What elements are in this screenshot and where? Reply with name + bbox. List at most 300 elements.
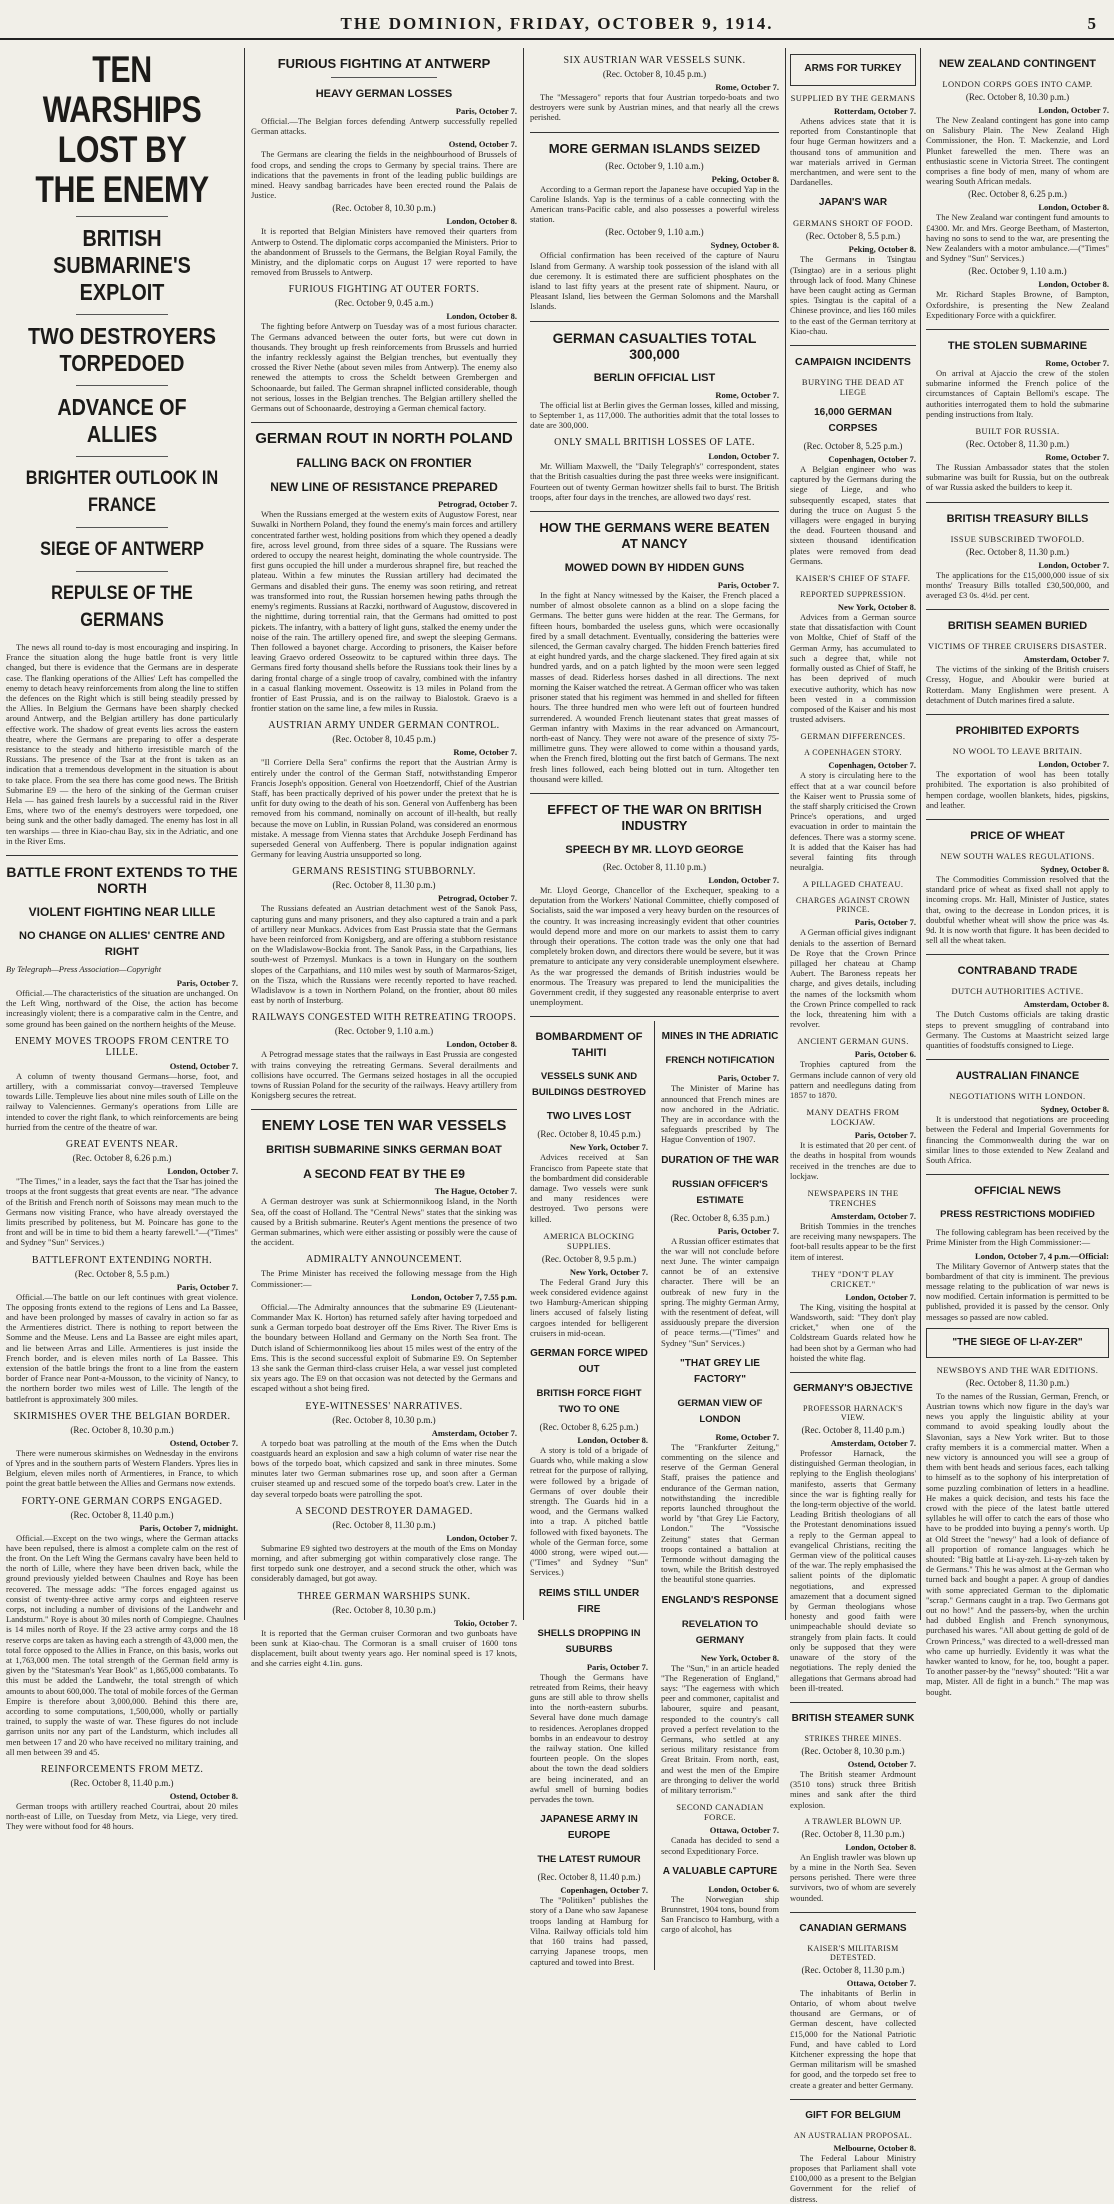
section-heading: FURIOUS FIGHTING AT OUTER FORTS. <box>288 284 480 296</box>
dateline: Rotterdam, October 7. <box>834 106 916 116</box>
dateline: London, October 7. <box>1038 105 1109 115</box>
divider <box>926 1059 1109 1060</box>
article-text: Mr. William Maxwell, the "Daily Telegraph's" correspondent, states that the British casualties during the past three weeks were insignificant. Fourteen out of twenty German howitzer shells fail to burst. The British troops, after four days in the trenches, are allowed two days' rest. <box>530 461 779 502</box>
dateline: Paris, October 7. <box>717 580 779 591</box>
headline: ADVANCE OF ALLIES <box>57 394 187 447</box>
article-text: Official confirmation has been received of the capture of Nauru Island from Germany. A warship took possession of the island with all due ceremony. It is estimated there are sufficient phosphates on the island to last fifty years at the present rate of shipment. Nauru, or Pleasant Island, lies between the German Solomons and the Marshall Islands. <box>530 250 779 312</box>
subheadline: BRITISH FORCE FIGHT TWO TO ONE <box>536 1388 642 1415</box>
dateline: Peking, October 8. <box>848 244 916 255</box>
section-heading: A SECOND DESTROYER DAMAGED. <box>295 1505 473 1517</box>
dateline: Melbourne, October 8. <box>833 2142 916 2153</box>
article-text: The inhabitants of Berlin in Ontario, of whom about twelve thousand are Germans, or of German descent, have collected £15,000 for the National Patriotic Fund, and have cabled to Lord Kitchener expressing the hope that German militarism will be smashed for good, and the torpedo set free to create a greater and better Germany. <box>790 1987 916 2090</box>
received-line: (Rec. October 8, 9.5 p.m.) <box>541 1253 637 1264</box>
subheadline: REVELATION TO GERMANY <box>681 1618 759 1646</box>
section-heading: ANCIENT GERMAN GUNS. <box>797 1036 909 1047</box>
dateline: Rome, October 7. <box>1045 452 1109 463</box>
received-line: (Rec. October 8, 10.30 p.m.) <box>70 1424 174 1435</box>
dateline: Paris, October 7. <box>717 1073 780 1084</box>
subheadline: NO CHANGE ON ALLIES' CENTRE AND RIGHT <box>19 930 225 959</box>
divider <box>76 385 169 386</box>
article-text: A column of twenty thousand Germans—horse, foot, and artillery, with a commissariat convoy—traversed Templeuve towards Lille. Templeuve lies about nine miles south of Lille on the railway to Valenciennes. Germany's operations from Lille are intended to cover the right flank, to which reinforcements are being hurried from the centre of the theatre of war. <box>6 1070 238 1132</box>
section-heading: CHARGES AGAINST CROWN PRINCE. <box>795 896 911 915</box>
dateline: Tokio, October 7. <box>454 1617 517 1628</box>
section-heading: REPORTED SUPPRESSION. <box>800 590 906 600</box>
section-heading: KAISER'S CHIEF OF STAFF. <box>795 573 911 584</box>
received-line: (Rec. October 8, 11.40 p.m.) <box>70 1778 174 1789</box>
section-heading: FORTY-ONE GERMAN CORPS ENGAGED. <box>21 1495 223 1507</box>
dateline: London, October 7, 4 p.m.—Official: <box>975 1250 1109 1261</box>
dateline: Petrograd, October 7. <box>438 499 517 510</box>
dateline: Amsterdam, October 8. <box>1023 999 1109 1010</box>
section-heading: GERMAN DIFFERENCES. <box>800 731 906 742</box>
article-text: Official.—Except on the two wings, where the German attacks have been repulsed, there is almost a complete calm on the rest of the front. On the Left Wing the Germans cavalry have been held to the north of Lille, where they have been driven back, while the ground previously yielded between Chaulnes and Roye has been recovered. The message adds: "The forces engaged against us consist of twenty-three active army corps and eighteen reserve corps, not including a number of divisions of the Landwehr and Landsturm." Roye is about 30 miles north of Compiegne. Chaulnes is 14 miles north of Roye. If the 23 active army corps and the 18 reserve corps are taken as having each a strength of 43,000 men, the total force opposed to the Allies in France, on this basis, works out at 1,763,000 men. The total strength of the German field army is given by the "Statesman's Year Book" as 1,865,000 combatants. To this must be added the Landwehr, the total strength of which amounts to about 600,000. The total of mobile forces of the German Empire is therefore about 3,000,000. Behind this there are, according to some computations, 1,500,000, wholly or partially trained, to supply the waste of war. These figures do not include garrison units nor any part of the Landsturm, which includes all men between 17 and 20 who have received no military training, and all men between 39 and 45. <box>6 1532 238 1757</box>
headline: DURATION OF THE WAR <box>661 1154 779 1166</box>
article-text: The Military Governor of Antwerp states that the bombardment of that city is imminent. The previous message relating to the publication of war news is now modified. Certain information is permitted to be published, provided it is passed by the censor. Only messages so passed are now cabled. <box>926 1260 1109 1322</box>
headline: BRITISH TREASURY BILLS <box>946 512 1089 525</box>
dateline: Ostend, October 7. <box>847 1758 916 1769</box>
section-heading: EYE-WITNESSES' NARRATIVES. <box>305 1400 463 1412</box>
headline: PRICE OF WHEAT <box>970 829 1065 842</box>
received-line: (Rec. October 8, 6.25 p.m.) <box>539 1422 639 1432</box>
divider <box>926 609 1109 610</box>
received-line: (Rec. October 8, 10.30 p.m.) <box>332 1604 436 1615</box>
dateline: London, October 7. <box>708 451 779 462</box>
column-5 <box>921 48 1114 1697</box>
headline: BRITISH SUBMARINE'S EXPLOIT <box>53 225 191 305</box>
section-heading: ONLY SMALL BRITISH LOSSES OF LATE. <box>554 437 755 449</box>
section-heading: BATTLEFRONT EXTENDING NORTH. <box>31 1254 213 1266</box>
article-text: The "Politiken" publishes the story of a Dane who saw Japanese troops landing at Hamburg for Vilna. Railway officials told him that 160 trains had passed, carrying Japanese troops, men captured and towed into Brest. <box>530 1895 649 1967</box>
divider <box>790 1912 916 1913</box>
headline: OFFICIAL NEWS <box>974 1185 1061 1198</box>
dateline: London, October 8. <box>446 1039 517 1050</box>
article-text: Official.—The Admiralty announces that the submarine E9 (Lieutenant-Commander Max K. Horton) has returned safely after having torpedoed and sunk a German torpedo boat destroyer off the Ems River. The River Ems is the boundary between Holland and Germany on the North Sea front. The Dutch island of Schiermonnikoog lies about 15 miles west of the entry of the Ems. This is the second successful exploit of Submarine E9. On September 13 she sank the German third-class cruiser Hela, a war vessel just completed six years ago. The E9 on that occasion was not detected by the Germans and escaped without a shot being fired. <box>251 1301 517 1394</box>
subheadline: MOWED DOWN BY HIDDEN GUNS <box>564 562 745 575</box>
dateline: Ostend, October 7. <box>169 1060 238 1071</box>
headline: NEW ZEALAND CONTINGENT <box>938 58 1097 70</box>
subheadline: HEAVY GERMAN LOSSES <box>315 88 453 100</box>
dateline: London, October 7, 7.55 p.m. <box>411 1291 517 1302</box>
article-text: When the Russians emerged at the western exits of Augustow Forest, near Suwalki in Northern Poland, they found the enemy's main forces and artillery concentrated farther west, holding positions from which they opened a deadly fire, across level ground, from three sides of a square. The Russians were ordered to occupy the nearest height, dominating the whole countryside. The first guns occupied the hill under a murderous shrapnel fire, but reached the plateau. Within a few minutes the Russian artillery had decimated the Germans and disabled their guns. The enemy was soon retiring, and retreat was transformed into rout, the Russian horsemen hewing paths through the enemy's regiments. Russians at Raczki, northward of Augustow, discovered in the nighttime, during torrential rain, that the Germans had omitted to post pickets. The infantry, with a battery of light guns, stalked the enemy under the noise of the rain. The artillery opened fire, and swept the sleeping Germans. Then followed a bayonet charge. According to prisoners, the Kaiser before leaving Graevo ordered Osseowitz to be captured within three days. The Germans fired forty thousand shells before the Russians took their lines by a daring frontal charge of a single troop of cavalry, combined with the infantry in a casual flanking movement. Osseowitz is 13 miles in Poland from the frontier of East Prussia, and is on the railway to Bialostok. Graevo is a frontier station on the same line, a few miles in Russia. <box>251 509 517 714</box>
divider <box>926 819 1109 820</box>
byline: By Telegraph—Press Association—Copyright <box>6 964 162 975</box>
received-line: (Rec. October 8, 10.30 p.m.) <box>332 1414 436 1425</box>
article-text: Submarine E9 sighted two destroyers at the mouth of the Ems on Monday morning, and after submerging got within comparatively close range. The first torpedo sunk one destroyer, and a second struck the other, which was considerably damaged, but got away. <box>251 1542 517 1584</box>
dateline: Copenhagen, October 7. <box>828 454 916 465</box>
dateline: London, October 8. <box>845 1841 916 1852</box>
article-text: The Prime Minister has received the following message from the High Commissioner:— <box>251 1268 517 1289</box>
section-heading: ENEMY MOVES TROOPS FROM CENTRE TO LILLE. <box>14 1035 230 1058</box>
article-text: Official.—The characteristics of the situation are unchanged. On the Left Wing, northward of the Oise, the action has become increasingly violent; there is a comparative calm in the Centre, and some ground has been gained on the northern heights of the Meuse. <box>6 988 238 1029</box>
received-line: (Rec. October 8, 11.40 p.m.) <box>801 1425 905 1436</box>
divider <box>790 345 916 346</box>
subcolumn-rule <box>654 1021 655 1969</box>
received-line: (Rec. October 8, 11.30 p.m.) <box>966 546 1069 557</box>
divider <box>76 216 169 217</box>
article-text: Professor Harnack, the distinguished German theologian, in replying to the English theologians' manifesto, asserts that Germany since the war is fighting really for the long-term objective of the world. Leading British theologians of all the Protestant denominations issued a reply to the German appeal to evangelical Christians, reciting the German view of the political causes of the war. The reply emphasised the salient points of the diplomatic negotiations, and expressed amazement that a document signed by German theologians whose honesty and good faith were unimpeachable should deviate so strangely from plain facts. It could only be supposed that they were unaware of the story of the negotiations. The reply denied the allegations that Germans abroad had been ill-treated. <box>790 1448 916 1693</box>
headline: THE STOLEN SUBMARINE <box>947 340 1088 353</box>
section-heading: BURYING THE DEAD AT LIEGE <box>801 377 905 398</box>
subheadline: SHELLS DROPPING IN SUBURBS <box>537 1627 641 1655</box>
article-text: German troops with artillery reached Courtrai, about 20 miles north-east of Lille, on Tuesday from Metz, via Liege, very tired. They were without food for 48 hours. <box>6 1801 238 1832</box>
section-heading: DUTCH AUTHORITIES ACTIVE. <box>951 986 1084 997</box>
article-text: The Federal Grand Jury this week considered evidence against two Hamburg-American shipping liners accused of falsely listing cargoes intended for belligerent cruisers in mid-ocean. <box>530 1276 649 1338</box>
article-text: There were numerous skirmishes on Wednesday in the environs of Ypres and in the southern parts of Western Flanders. Ypres lies in Belgium, eleven miles north of Armentieres, in France, to which point the great battle between the Allies and Germans now extends. <box>6 1447 238 1489</box>
headline: CONTRABAND TRADE <box>957 965 1078 978</box>
received-line: (Rec. October 8, 6.26 p.m.) <box>72 1153 172 1164</box>
received-line: (Rec. October 8, 10.30 p.m.) <box>965 92 1070 102</box>
subheadline: FRENCH NOTIFICATION <box>665 1055 775 1067</box>
article-text: Though the Germans have retreated from Reims, their heavy guns are still able to throw shells into the north-eastern suburbs. Several have done much damage to residences. Aeroplanes dropped bombs in an endeavour to destroy the railway station. One killed fourteen people. On the slopes about the town the dead soldiers are being incinerated, and an awful smell of burning bodies pervades the town. <box>530 1671 649 1805</box>
article-text: The applications for the £15,000,000 issue of six months' Treasury Bills totalled £30,500,000, and averaged £3 0s. 4½d. per cent. <box>926 569 1109 601</box>
article-text: The Federal Labour Ministry proposes that Parliament shall vote £100,000 as a present to the Belgian Government for the relief of distress. <box>790 2152 916 2204</box>
section-heading: AMERICA BLOCKING SUPPLIES. <box>543 1230 635 1251</box>
section-heading: STRIKES THREE MINES. <box>804 1733 902 1743</box>
article-text: It is reported that the German cruiser Cormoran and two gunboats have been sunk at Kiao-chau. The Cormoran is a small cruiser of 1600 tons displacement, built about twenty years ago. Her nominal speed is 17 knots, and she carries eight 4.1in. guns. <box>251 1627 517 1669</box>
masthead-title: THE DOMINION, FRIDAY, OCTOBER 9, 1914. <box>340 14 774 33</box>
received-line: (Rec. October 8, 5.5 p.m.) <box>74 1268 170 1279</box>
dateline: Peking, October 8. <box>711 173 779 184</box>
received-line: (Rec. October 8, 10.30 p.m.) <box>332 203 436 214</box>
headline: CAMPAIGN INCIDENTS <box>795 356 911 369</box>
article-lead: The news all round to-day is most encouraging and inspiring. In France the situation along the huge battle front is very little changed, but there is evidence that the Germans are in desperate case. The flanking operations of the Allies' Left has compelled the enemy to detach heavy reinforcements from along the line to stiffen the defences on the Right which is still being steadily pressed by the Allies. In Belgium the Germans have been sharply checked around Antwerp, and the Belgian artillery has done particularly effective work. The shadow of great events lies across the eastern theatre, where the Germans are preparing to offer a desperate resistance to the steady and hitherto irresistible march of the Russians. The presence of the Tsar at the front is taken as an indication that a tremendous development in the situation is about to take place. From the sea there has come good news. The British Submarine E9 — the hero of the sinking of the German cruiser Hela — has gained fresh laurels by a successful raid in the River Ems, where two of the enemy's destroyers were torpedoed, one being sunk and the other badly damaged. The enemy has lost in all ten warships — three in Kiao-chau Bay, six in the Adriatic, and one in the River Ems. <box>6 642 238 846</box>
received-line: (Rec. October 8, 11.30 p.m.) <box>801 1828 905 1839</box>
headline: MINES IN THE ADRIATIC <box>661 1031 779 1043</box>
section-heading: AUSTRIAN ARMY UNDER GERMAN CONTROL. <box>268 720 500 732</box>
divider <box>76 456 169 457</box>
received-line: (Rec. October 9, 0.45 a.m.) <box>334 298 434 309</box>
article-text: The following cablegram has been received by the Prime Minister from the High Commissioner:— <box>926 1227 1109 1248</box>
dateline: Sydney, October 8. <box>1040 1104 1109 1115</box>
headline: A VALUABLE CAPTURE <box>662 1865 778 1877</box>
column-3 <box>524 48 785 1967</box>
article-text: A torpedo boat was patrolling at the mouth of the Ems when the Dutch coastguards heard an explosion and saw a high column of water rise near the bows of the torpedo boat, which capsized and sank in three minutes. Some minutes later two German submarines rose up, and soon after a German cruiser steamed up and rescued some of the torpedo boat's crew. Later in the day several torpedo boats were patrolling the spot. <box>251 1437 517 1499</box>
section-heading: A PILLAGED CHATEAU. <box>802 879 904 890</box>
article-text: British Tommies in the trenches are receiving many newspapers. The foot-ball results appear to be the first item of interest. <box>790 1221 916 1262</box>
column-1 <box>0 48 244 1832</box>
headline: ENEMY LOSE TEN WAR VESSELS <box>261 1117 507 1135</box>
received-line: (Rec. October 8, 10.45 p.m.) <box>602 69 707 79</box>
divider <box>926 1174 1109 1175</box>
article-text: It is estimated that 20 per cent. of the deaths in hospital from wounds received in the trenches are due to lockjaw. <box>790 1140 916 1181</box>
dateline: New York, October 8. <box>837 602 916 613</box>
article-text: "Il Corriere Della Sera" confirms the report that the Austrian Army is entirely under the control of the German Staff, notwithstanding Emperor Francis Joseph's opposition. General von Hoetzendorff, Chief of the Austrian Staff, has been practically deprived of his power under the pretext that he is unfit for duty owing to the death of his son. General von Auffenberg has been removed from his command, nominally on account of ill-health, but really because the move on Lublin, in Russian Poland, was considered an enormous mistake. A message from Vienna states that Archduke Joseph Ferdinand has superseded General von Auffenberg. There is popular indignation against Germany for leaving Austria unsupported so long. <box>251 757 517 860</box>
received-line: (Rec. October 8, 5.25 p.m.) <box>803 441 903 452</box>
dateline: Paris, October 6. <box>854 1049 916 1060</box>
article-text: Athens advices state that it is reported from Constantinople that four huge German howitzers and a thousand tons of ammunition and war materials arrived in German merchantmen, and were sent to the Dardanelles. <box>790 116 916 188</box>
dateline: London, October 7. <box>1038 759 1109 770</box>
divider <box>926 954 1109 955</box>
section-heading: THEY "DON'T PLAY CRICKET." <box>811 1268 895 1289</box>
headline: ENGLAND'S RESPONSE <box>661 1594 779 1606</box>
subheadline: TWO LIVES LOST <box>546 1111 632 1123</box>
dateline: Rome, October 7. <box>1045 358 1109 369</box>
article-text: A story is told of a brigade of Guards who, while making a slow retreat for the purpose of rallying, were followed by a brigade of Germans of over double their strength. The Guards hid in a wood, and the Germans walked into a trap. A pitched battle followed with fixed bayonets. The whole of the German force, some 4000 strong, were wiped out.—("Times" and Sydney "Sun" Services.) <box>530 1445 649 1578</box>
dateline: London, October 7. <box>446 1532 517 1543</box>
dateline: London, October 7. <box>708 874 779 885</box>
received-line: (Rec. October 8, 5.5 p.m.) <box>805 231 901 242</box>
subcolumns <box>530 1021 779 1969</box>
headline: SIEGE OF ANTWERP <box>40 539 204 560</box>
dateline: London, October 6. <box>708 1883 780 1894</box>
section-heading: VICTIMS OF THREE CRUISERS DISASTER. <box>928 641 1107 652</box>
section-heading: PROFESSOR HARNACK'S VIEW. <box>803 1404 903 1423</box>
article-text: The "Frankfurter Zeitung," commenting on the silence and reserve of the German General Staff, praises the patience and endurance of the German nation, notwithstanding the incredible reports launched throughout the world by "that Grey Lie Factory, London." The "Vossische Zeitung" states that German troops contained a battalion at Termonde without damaging the town, while the British destroyed the beautiful stone quarries. <box>660 1441 780 1585</box>
article-text: Advices received at San Francisco from Papeete state that the bombardment did considerable damage. Two vessels were sunk and many residences were destroyed. Two persons were killed. <box>530 1152 649 1224</box>
headline: REPULSE OF THE GERMANS <box>51 583 193 631</box>
article-text: The New Zealand contingent has gone into camp on Salisbury Plain. The New Zealand High Commissioner, the Hon. T. Mackenzie, and Lord Plunket farewelled the men. There was an enthusiastic scene in Victoria Street. The contingent comprises a fine body of men, many of whom are wearing South African medals. <box>926 115 1109 187</box>
dateline: Paris, October 7. <box>717 1225 780 1236</box>
dateline: Rome, October 7. <box>453 747 517 758</box>
news-box <box>926 1328 1109 1358</box>
divider <box>331 77 437 78</box>
article-text: Mr. Lloyd George, Chancellor of the Exchequer, speaking to a deputation from the Workers' National Committee, chiefly composed of Socialists, said the war imposed a very heavy burden on the resources of the country. It was increasing increasingly evident that other countries would depend more and more on our markets to assist them to carry through their operations. The cotton trade was the only one that had completely broken down, and directors there would be severe, but it was premature to anticipate any very considerable unemployment elsewhere. As the war progressed the demands of British industries would be enormous. The Treasury was prepared to lend the municipalities the Government credit, if they suggested any reasonable enterprise to avert unemployment. <box>530 884 779 1008</box>
page-number: 5 <box>1087 14 1096 33</box>
subheadline: BRITISH SUBMARINE SINKS GERMAN BOAT <box>266 1144 502 1157</box>
dateline: Copenhagen, October 7. <box>828 760 916 771</box>
section-heading: LONDON CORPS GOES INTO CAMP. <box>942 79 1093 89</box>
dateline: Ottawa, October 7. <box>709 1825 780 1836</box>
divider <box>251 422 517 423</box>
headline: GERMAN CASUALTIES TOTAL 300,000 <box>552 329 757 362</box>
article-text: The New Zealand war contingent fund amounts to £4300. Mr. and Mrs. George Beetham, of Masterton, having no sons to send to the war, are presenting the New Zealanders with a motor ambulance.—("Times" and Sydney "Sun" Services.) <box>926 212 1109 264</box>
subheadline: VIOLENT FIGHTING NEAR LILLE <box>28 905 216 920</box>
divider <box>76 527 169 528</box>
article-text: In the fight at Nancy witnessed by the Kaiser, the French placed a number of almost obsolete cannon as a blind on a slope facing the Germans. The better guns were hidden at the rear. The Germans, for fifteen hours, bombarded the useless guns, which were occasionally fired by a small detachment. Eventually, considering the batteries were silenced, the German cavalry charged. The hidden French batteries fired at eight hundred yards, and the charge slackened. They fired again at six hundred yards, and on a patch lighted by the moon were seen legged masses of dead. Riderless horses dashed in all directions. The next morning the Kaiser watched the retreat. A German officer who was taken prisoner stated that his regiment was hemmed in and shelled for fifteen hours. The three hundred men who were left out of fourteen hundred surrendered. A wounded French lieutenant states that great masses of German infantry with Maxims in the rear advanced on Armancourt, north-east of Nancy. They were not aware of the presence of sixty 75-millimetre guns. They were allowed to come within a thousand yards, when the French fired, blotting out the first batch of Germans. The next fresh lines followed, each being blotted out in turn. Altogether ten thousand were killed. <box>530 590 779 784</box>
article-text: The Norwegian ship Brunnstret, 1904 tons, bound from San Francisco to Hamburg, with a cargo of alcohol, has <box>660 1893 780 1935</box>
headline: GERMANY'S OBJECTIVE <box>793 1383 913 1395</box>
divider <box>530 1016 779 1017</box>
dateline: London, October 8. <box>577 1435 649 1445</box>
column-4 <box>786 48 920 2204</box>
dateline: Ottawa, October 7. <box>846 1977 916 1988</box>
received-line: (Rec. October 8, 11.30 p.m.) <box>332 880 436 891</box>
headline-main: TEN WARSHIPS LOST BY THE ENEMY <box>35 49 209 210</box>
section-heading: BUILT FOR RUSSIA. <box>975 426 1060 437</box>
section-heading: NEWSBOYS AND THE WAR EDITIONS. <box>936 1364 1099 1375</box>
headline: PROHIBITED EXPORTS <box>955 725 1080 738</box>
section-heading: ADMIRALTY ANNOUNCEMENT. <box>305 1254 463 1266</box>
section-heading: ISSUE SUBSCRIBED TWOFOLD. <box>950 533 1085 544</box>
headline: JAPANESE ARMY IN EUROPE <box>540 1814 638 1842</box>
subcolumn-left <box>530 1021 648 1969</box>
article-text: Official.—The battle on our left continues with great violence. The opposing fronts extend to the regions of Lens and La Bassee, and have been prolonged by masses of cavalry in action so far as the Armentieres district. There is nothing to report between the Somme and the Meuse. Lens and La Bassee are eight miles apart, and lie between Arras and Lille. Armentieres is just inside the French border, and is eleven miles north of La Bassee. This extension of the battle brings the front to a line from the eastern border of France near Pont-a-Mousson, to the vicinity of Nancy, to the northern border two miles west of Lille. The length of the battlefront is approximately 300 miles. <box>6 1291 238 1404</box>
article-text: An English trawler was blown up by a mine in the North Sea. Seven persons perished. There were three survivors, two of whom are severely wounded. <box>790 1851 916 1903</box>
dateline: Ostend, October 7. <box>448 139 517 150</box>
headline: GIFT FOR BELGIUM <box>805 2109 901 2121</box>
received-line: (Rec. October 8, 11.40 p.m.) <box>537 1872 641 1883</box>
dateline: London, October 8. <box>1038 279 1109 290</box>
headline: "THAT GREY LIE FACTORY" <box>680 1357 760 1385</box>
divider <box>6 855 238 856</box>
dateline: London, October 7. <box>1038 559 1109 570</box>
headline: "THE SIEGE OF LI-AY-ZER" <box>952 1336 1083 1348</box>
divider <box>76 571 169 572</box>
dateline: Rome, October 7. <box>715 1431 780 1442</box>
article-text: The fighting before Antwerp on Tuesday was of a most furious character. The Germans advanced between the outer forts, but were cut down in thousands. They brought up fresh reinforcements from Brussels and hurried the infantry recklessly against the Belgian trenches, but eventually they crossed the River Nethe (about seven miles from Antwerp). The enemy also renewed the attempts to cross the Scheldt between Grembergen and Schoonaarde, but failed. The German shrapnel inflicted considerable, though not serious, losses in the Belgian trenches. The Belgian artillery shelled the Germans out of Schoonaarde, destroying a German chemical factory. <box>251 321 517 414</box>
dateline: Sydney, October 8. <box>1040 863 1109 874</box>
headline: HOW THE GERMANS WERE BEATEN AT NANCY <box>539 520 770 552</box>
section-heading: NEWSPAPERS IN THE TRENCHES <box>807 1188 899 1208</box>
headline: BRITISH STEAMER SUNK <box>791 1712 915 1724</box>
divider <box>76 314 169 315</box>
article-text: "The Times," in a leader, says the fact that the Tsar has joined the troops at the front suggests that great events are near. "The advance of the British and French north of Soissons may mean much to the Germans now visiting France, who have already overstayed the limits prescribed by politeness, but M. Poincare has gone to the front and will be in time to bid them a hearty farewell."—("Times" and Sydney "Sun" Services.) <box>6 1176 238 1248</box>
article-text: It is understood that negotiations are proceeding between the Federal and Imperial Governments for financing the Commonwealth during the war on similar lines to those extended to New Zealand and South Africa. <box>926 1114 1109 1165</box>
subheadline: RUSSIAN OFFICER'S ESTIMATE <box>672 1178 768 1206</box>
dateline: London, October 7. <box>167 1166 238 1177</box>
section-heading: SKIRMISHES OVER THE BELGIAN BORDER. <box>13 1410 231 1422</box>
subheadline: A SECOND FEAT BY THE E9 <box>303 1167 465 1182</box>
article-text: Trophies captured from the Germans include cannon of very old pattern and needleguns dating from 1857 to 1870. <box>790 1059 916 1100</box>
article-text: The Germans are clearing the fields in the neighbourhood of Brussels of food crops, and sending the crops to Germany by special trains. There are indications that the pavements in front of the leading public buildings are mined. Heavy sandbag barricades have been erected round the Palais de Justice. <box>251 149 517 201</box>
article-text: The Russians defeated an Austrian detachment west of the Sanok Pass, capturing guns and many prisoners, and they also captured a train and a park of artillery near Munkacs. Advices from East Prussia state that the Germans have been reinforced from Konigsberg, and are offering a stubborn resistance on the Wladislawow-Bockia front. The Sanok Pass, in the Carpathians, lies south-west of Przemysl. Munkacs is a town in Hungary on the southern slopes of the Carpathians, and 110 miles west by south of Marmaros-Sziget, on the Tisza, which the Russians were recently reported to have reached. Wladislavow is a town in Northern Poland, on the frontier, about 80 miles east by north of Insterburg. <box>251 903 517 1006</box>
dateline: London, October 8. <box>1038 202 1109 213</box>
headline: CANADIAN GERMANS <box>799 1922 907 1934</box>
dateline: Paris, October 7. <box>455 106 517 116</box>
dateline: Amsterdam, October 7. <box>830 1438 916 1449</box>
received-line: (Rec. October 9, 1.10 a.m.) <box>968 266 1067 277</box>
dateline: Rome, October 7. <box>715 389 779 400</box>
dateline: Paris, October 7. <box>586 1661 649 1672</box>
subheadline: NEW LINE OF RESISTANCE PREPARED <box>270 480 498 495</box>
dateline: London, October 8. <box>446 311 517 322</box>
received-line: (Rec. October 8, 11.30 p.m.) <box>801 1964 905 1975</box>
headline: ARMS FOR TURKEY <box>804 63 902 74</box>
article-text: The victims of the sinking of the British cruisers Cressy, Hogue, and Aboukir were buried at Rotterdam. Many Englishmen were present. A detachment of Dutch marines fired a salute. <box>926 664 1109 705</box>
headline: JAPAN'S WAR <box>818 197 888 209</box>
article-text: The "Sun," in an article headed "The Regeneration of England," says: "The eagerness with which peer and commoner, capitalist and labourer, squire and peasant, responded to the country's call proved a perfect revelation to the Germans, who settled at any serious military resistance from Great Britain. From north, east, and west the men of the Empire are thronging to deliver the world of military terrorism." <box>660 1662 780 1796</box>
received-line: (Rec. October 8, 11.30 p.m.) <box>966 1377 1069 1388</box>
article-text: The exportation of wool has been totally prohibited. The exportation is also prohibited of hempen cordage, woollen blankets, hides, pigskins, and leather. <box>926 769 1109 810</box>
dateline: Rome, October 7. <box>715 82 779 92</box>
section-heading: NEW SOUTH WALES REGULATIONS. <box>940 850 1095 861</box>
subheadline: BERLIN OFFICIAL LIST <box>593 371 716 384</box>
dateline: The Hague, October 7. <box>434 1186 517 1197</box>
section-heading: THREE GERMAN WARSHIPS SUNK. <box>297 1590 471 1602</box>
section-heading: GREAT EVENTS NEAR. <box>65 1139 179 1151</box>
subheadline: 16,000 GERMAN CORPSES <box>814 407 892 435</box>
dateline: Paris, October 7. <box>854 917 916 928</box>
article-text: The "Messagero" reports that four Austrian torpedo-boats and two destroyers were sunk by Austrian mines, and that nearly all the crews perished. <box>530 92 779 123</box>
section-heading: RAILWAYS CONGESTED WITH RETREATING TROOPS. <box>251 1012 517 1024</box>
section-heading: KAISER'S MILITARISM DETESTED. <box>807 1943 899 1962</box>
article-text: A story is circulating here to the effect that at a war council before the Kaiser went to Prussia some of the staff sharply criticised the Crown Prince's operations, and urged evacuation in order to maintain the defences. There was a stormy scene. It is added that the Kaiser has had several fainting fits through neuralgia. <box>790 770 916 873</box>
article-text: Canada has decided to send a second Expeditionary Force. <box>660 1835 780 1856</box>
article-text: The Germans in Tsingtau (Tsingtao) are in a serious plight through lack of food. Many Chinese have been caught acting as German spies. Tsingtau is the capital of a Chinese province, and lies 160 miles to the east of the German territory at Kiao-chau. <box>790 254 916 336</box>
article-text: The official list at Berlin gives the German losses, killed and missing, to September 1, as 117,000. The authorities admit that the total losses to date are 300,000. <box>530 399 779 431</box>
subheadline: FALLING BACK ON FRONTIER <box>296 456 472 471</box>
dateline: Petrograd, October 7. <box>438 893 517 904</box>
received-line: (Rec. October 8, 11.30 p.m.) <box>966 439 1069 450</box>
article-text: The King, visiting the hospital at Wandsworth, said: "They don't play cricket," when one of the Coldstream Guards related how he had been shot by a German who had hoisted the white flag. <box>790 1301 916 1363</box>
article-text: Official.—The Belgian forces defending Antwerp successfully repelled German attacks. <box>251 116 517 137</box>
article-text: A German official gives indignant denials to the assertion of Bernard De Roye that the Crown Prince pillaged her chateau at Champ Aubert. The Baroness repeats her charge, and gives details, including the names of the locksmith whom the Crown Prince compelled to rack the lock, threatening him with a revolver. <box>790 927 916 1030</box>
article-text: Advices from a German source state that dissatisfaction with Count von Moltke, Chief of Staff of the German Army, has accumulated to such a degree that, while not formally ousted as Chief of Staff, he has been deprived of much executive authority, which has now been vested in a commission composed of the Kaiser and his most trusted advisers. <box>790 612 916 725</box>
section-heading: MANY DEATHS FROM LOCKJAW. <box>806 1107 900 1128</box>
dateline: Sydney, October 8. <box>710 240 779 251</box>
headline: TWO DESTROYERS TORPEDOED <box>28 323 216 376</box>
received-line: (Rec. October 8, 10.45 p.m.) <box>537 1129 641 1140</box>
section-heading: NO WOOL TO LEAVE BRITAIN. <box>952 746 1083 757</box>
article-text: Mr. Richard Staples Browne, of Bampton, Oxfordshire, is presenting the New Zealand Expeditionary Force with a quickfirer. <box>926 289 1109 320</box>
subheadline: VESSELS SUNK AND BUILDINGS DESTROYED <box>532 1071 647 1099</box>
divider <box>530 793 779 794</box>
section-heading: A TRAWLER BLOWN UP. <box>804 1816 902 1826</box>
article-text: On arrival at Ajaccio the crew of the stolen submarine informed the French police of the circumstances of Captain Bellomi's escape. The authorities interrogated them to hold the submarine pending instructions from Italy. <box>926 368 1109 419</box>
subheadline: THE LATEST RUMOUR <box>537 1854 641 1866</box>
dateline: New York, October 7. <box>569 1142 649 1153</box>
headline: MORE GERMAN ISLANDS SEIZED <box>548 140 761 156</box>
article-text: The Minister of Marine has announced that French mines are now anchored in the Adriatic. They are in accordance with the safeguards prescribed by The Hague Convention of 1907. <box>660 1083 780 1145</box>
article-text: The Dutch Customs officials are taking drastic steps to prevent smuggling of contraband into Germany. The Customs at Maastricht seized large quantities of foodstuffs consigned to Liege. <box>926 1009 1109 1050</box>
article-text: A Petrograd message states that the railways in East Prussia are congested with trains conveying the retreating Germans. Several derailments and collisions have occurred. The Germans seized hostages in all the occupied towns of Russian Poland for the security of the railways. Heavy artillery from Konigsberg secures the retreat. <box>251 1049 517 1101</box>
dateline: Copenhagen, October 7. <box>560 1885 649 1896</box>
dateline: Paris, October 7. <box>176 978 238 989</box>
dateline: London, October 7. <box>845 1291 916 1302</box>
received-line: (Rec. October 8, 11.40 p.m.) <box>70 1509 174 1520</box>
article-text: A Russian officer estimates that the war will not conclude before next June. The winter campaign cannot be of an extensive character. There will be an outbreak of new fury in the spring. The mighty German Army, with the resentment of defeat, will assiduously prepare the diversion of peace terms.—("Times" and Sydney "Sun" Services.) <box>660 1235 780 1348</box>
section-heading: SIX AUSTRIAN WAR VESSELS SUNK. <box>563 55 746 66</box>
dateline: Amsterdam, October 7. <box>1023 654 1109 665</box>
headline: BATTLE FRONT EXTENDS TO THE NORTH <box>6 864 238 897</box>
received-line: (Rec. October 8, 6.25 p.m.) <box>968 189 1067 200</box>
section-heading: GERMANS RESISTING STUBBORNLY. <box>292 866 476 878</box>
divider <box>530 511 779 512</box>
news-box <box>790 54 916 86</box>
received-line: (Rec. October 9, 1.10 a.m.) <box>334 1026 434 1037</box>
headline: GERMAN FORCE WIPED OUT <box>530 1348 648 1375</box>
dateline: London, October 8. <box>446 216 517 227</box>
dateline: Amsterdam, October 7. <box>431 1427 517 1438</box>
divider <box>926 329 1109 330</box>
article-text: The Russian Ambassador states that the stolen submarine was built for Russia, but on the outbreak of war Russia asked the builders to keep it. <box>926 462 1109 493</box>
section-heading: NEGOTIATIONS WITH LONDON. <box>949 1091 1086 1102</box>
divider <box>530 132 779 133</box>
dateline: Ostend, October 8. <box>169 1791 238 1802</box>
dateline: Paris, October 7. <box>176 1281 238 1292</box>
article-text: A German destroyer was sunk at Schiermonnikoog Island, in the North Sea, off the coast of Holland. The "Central News" states that the sinking was caused by a British submarine. Reuter's Agent mentions the presence of two German submarines, which were either assisting or possibly were the cause of the accident. <box>251 1196 517 1248</box>
dateline: New York, October 7. <box>569 1266 649 1277</box>
received-line: (Rec. October 8, 11.10 p.m.) <box>603 861 706 872</box>
article-text: According to a German report the Japanese have occupied Yap in the Caroline Islands. Yap is the terminus of a cable connecting with the American trans-Pacific cable, and also possesses a powerful wireless station. <box>530 183 779 225</box>
divider <box>251 1109 517 1110</box>
subcolumn-right <box>661 1021 779 1969</box>
section-heading: GERMANS SHORT OF FOOD. <box>792 218 914 229</box>
divider <box>790 1702 916 1703</box>
dateline: Paris, October 7, midnight. <box>139 1522 238 1533</box>
headline: REIMS STILL UNDER FIRE <box>538 1587 640 1615</box>
subheadline: GERMAN VIEW OF LONDON <box>677 1397 763 1425</box>
section-heading: A COPENHAGEN STORY. <box>804 748 902 758</box>
received-line: (Rec. October 8, 10.45 p.m.) <box>332 734 436 745</box>
dateline: Paris, October 7. <box>854 1130 916 1141</box>
column-2 <box>245 48 523 1669</box>
article-text: To the names of the Russian, German, French, or Austrian towns which now figure in the day's war news you apply the linguistic ability at your command to avoid speaking loudly about the Slavonian, says a New York writer. But to those crafty members it is a commercial matter. When a new victory is announced you will see a group of them with bent heads and serious faces, each talking to himself as to the sophony of his interpretation of some puzzling combination of letters in a headline. He makes a quick decision, and tests his face the crowd with the piece of the latest battle uttered syllables he will offer to catch the ears of those who have to be prodded into buying a penny's worth. Up at Old Street the "newsy" had a look of defiance of all proportion of romance languages which he shouted: "Big battle at Li-ay-zeh. Li-ay-zeh taken by de Germans." This he was almost at the German who turned back and bought a paper. A group of dandies with some appreciated German to the diplomatic "scrap." Germans caught in a trap. Two Germans got out no how!" And the passers-by, when the urchin had dubbed English and French synonymous, purchased his wares. "All about getting de gold of de Crown Princess," was directed to a well-dressed man who came up hurriedly. Evidently it was what the hawker wanted to know, for he, too, bought a paper. To another passer-by the "newsy" shouted: "Hit a war map, Mister. All de fight in a bunch." The map was bought. <box>926 1390 1109 1697</box>
headline: BRIGHTER OUTLOOK IN FRANCE <box>25 468 219 516</box>
headline: BRITISH SEAMEN BURIED <box>947 620 1088 633</box>
received-line: (Rec. October 8, 6.35 p.m.) <box>670 1212 770 1223</box>
received-line: (Rec. October 9, 1.10 a.m.) <box>605 160 704 171</box>
article-text: A Belgian engineer who was captured by the Germans during the siege of Liege, and who subsequently escaped, states that during the truce on August 5 the villagers were engaged in burying the dead. Fourteen thousand and sixteen thousand identification plates were removed from dead Germans. <box>790 464 916 566</box>
received-line: (Rec. October 8, 11.30 p.m.) <box>332 1519 436 1530</box>
section-heading: REINFORCEMENTS FROM METZ. <box>40 1764 204 1776</box>
headline: BOMBARDMENT OF TAHITI <box>535 1031 643 1060</box>
article-text: The British steamer Ardmount (3510 tons) struck three British mines and sank after the third explosion. <box>790 1768 916 1810</box>
headline: AUSTRALIAN FINANCE <box>955 1070 1080 1083</box>
divider <box>926 714 1109 715</box>
headline: EFFECT OF THE WAR ON BRITISH INDUSTRY <box>547 801 762 833</box>
subheadline: SPEECH BY MR. LLOYD GEORGE <box>565 843 744 856</box>
